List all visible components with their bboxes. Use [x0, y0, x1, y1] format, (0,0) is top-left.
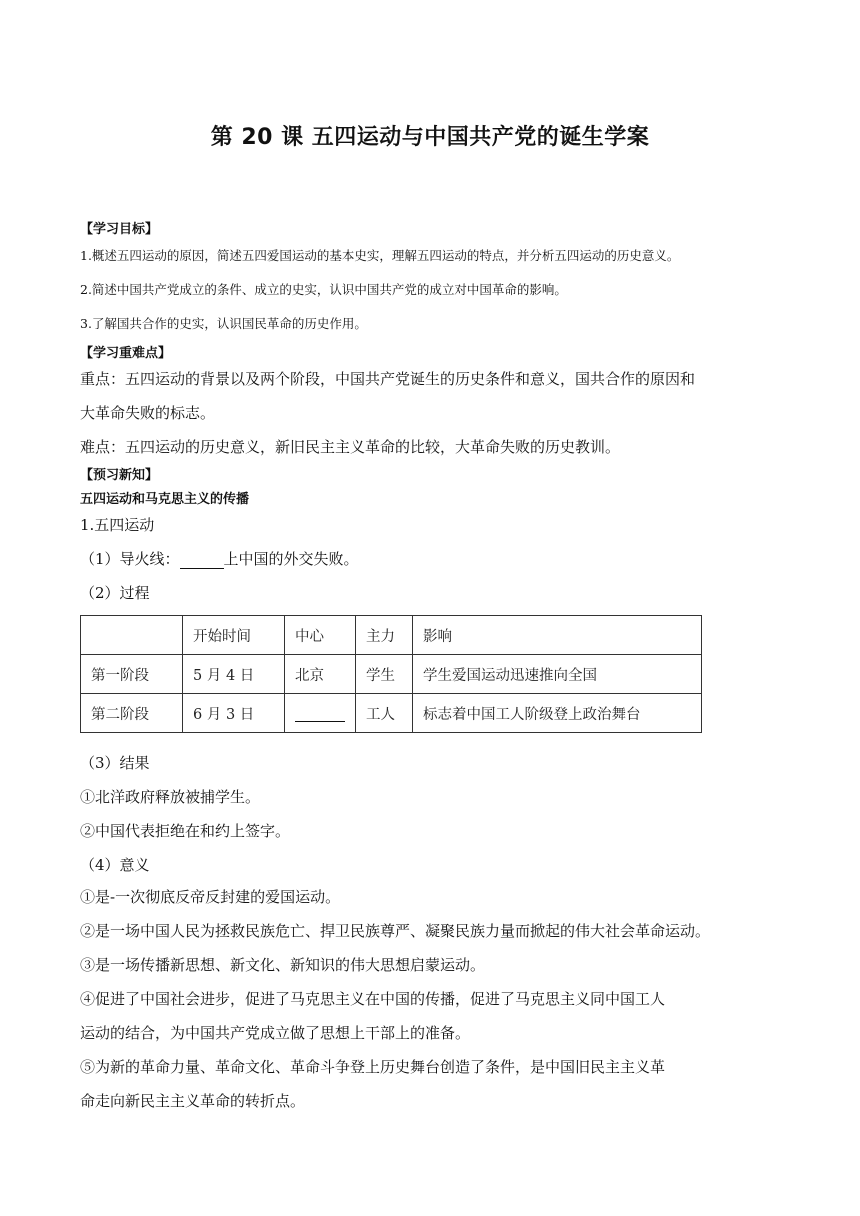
- key-point-line-2: 大革命失败的标志。: [80, 404, 216, 422]
- difficult-point: 难点：五四运动的历史意义，新旧民主主义革命的比较，大革命失败的历史教训。: [80, 438, 621, 456]
- table-cell: 北京: [285, 655, 356, 694]
- fuse-suffix: 上中国的外交失败。: [223, 550, 359, 568]
- table-cell: 中心: [285, 616, 356, 655]
- fill-blank[interactable]: [295, 705, 345, 722]
- goal-item-3: 3.了解国共合作的史实，认识国民革命的历史作用。: [80, 316, 367, 331]
- meaning-item-3: ③是一场传播新思想、新文化、新知识的伟大思想启蒙运动。: [80, 956, 486, 974]
- result-item-2: ②中国代表拒绝在和约上签字。: [80, 822, 291, 840]
- fuse-line: [80, 548, 359, 569]
- key-points-heading: 【学习重难点】: [80, 346, 172, 361]
- goal-item-2: 2.简述中国共产党成立的条件、成立的史实，认识中国共产党的成立对中国革命的影响。: [80, 282, 567, 297]
- fuse-prefix: （1）导火线：: [80, 550, 180, 568]
- table-cell: 主力: [356, 616, 413, 655]
- goals-heading: 【学习目标】: [80, 222, 159, 237]
- table-cell: 6 月 3 日: [183, 694, 285, 733]
- meaning-item-5-line-2: 命走向新民主主义革命的转折点。: [80, 1092, 306, 1110]
- table-cell: [285, 694, 356, 733]
- meaning-title: （4）意义: [80, 856, 150, 874]
- table-cell: 学生爱国运动迅速推向全国: [413, 655, 702, 694]
- meaning-item-4-line-1: ④促进了中国社会进步，促进了马克思主义在中国的传播，促进了马克思主义同中国工人: [80, 990, 666, 1008]
- meaning-item-1: ①是-一次彻底反帝反封建的爱国运动。: [80, 888, 341, 906]
- preview-heading: 【预习新知】: [80, 468, 159, 483]
- page-title: 第 20 课 五四运动与中国共产党的诞生学案: [210, 125, 650, 150]
- key-point-line-1: 重点：五四运动的背景以及两个阶段，中国共产党诞生的历史条件和意义，国共合作的原因和: [80, 370, 696, 388]
- table-cell: 5 月 4 日: [183, 655, 285, 694]
- table-cell: 工人: [356, 694, 413, 733]
- table-cell: 影响: [413, 616, 702, 655]
- result-item-1: ①北洋政府释放被捕学生。: [80, 788, 261, 806]
- table-row: [81, 655, 702, 694]
- table-cell: 标志着中国工人阶级登上政治舞台: [413, 694, 702, 733]
- table-cell: [81, 616, 183, 655]
- goal-item-1: 1.概述五四运动的原因，简述五四爱国运动的基本史实，理解五四运动的特点，并分析五四运动的历史意义。: [80, 248, 680, 263]
- process-table: [80, 615, 702, 733]
- section-1-title: 1.五四运动: [80, 516, 155, 534]
- table-row: [81, 694, 702, 733]
- meaning-item-5-line-1: ⑤为新的革命力量、革命文化、革命斗争登上历史舞台创造了条件，是中国旧民主主义革: [80, 1058, 666, 1076]
- result-title: （3）结果: [80, 754, 150, 772]
- table-cell: 第一阶段: [81, 655, 183, 694]
- process-title: （2）过程: [80, 584, 150, 602]
- meaning-item-4-line-2: 运动的结合，为中国共产党成立做了思想上干部上的准备。: [80, 1024, 471, 1042]
- fill-blank[interactable]: [180, 554, 224, 569]
- table-cell: 第二阶段: [81, 694, 183, 733]
- meaning-item-2: ②是一场中国人民为拯救民族危亡、捍卫民族尊严、凝聚民族力量而掀起的伟大社会革命运动。: [80, 922, 711, 940]
- table-row: [81, 616, 702, 655]
- table-cell: 开始时间: [183, 616, 285, 655]
- preview-subheading: 五四运动和马克思主义的传播: [80, 492, 250, 507]
- table-cell: 学生: [356, 655, 413, 694]
